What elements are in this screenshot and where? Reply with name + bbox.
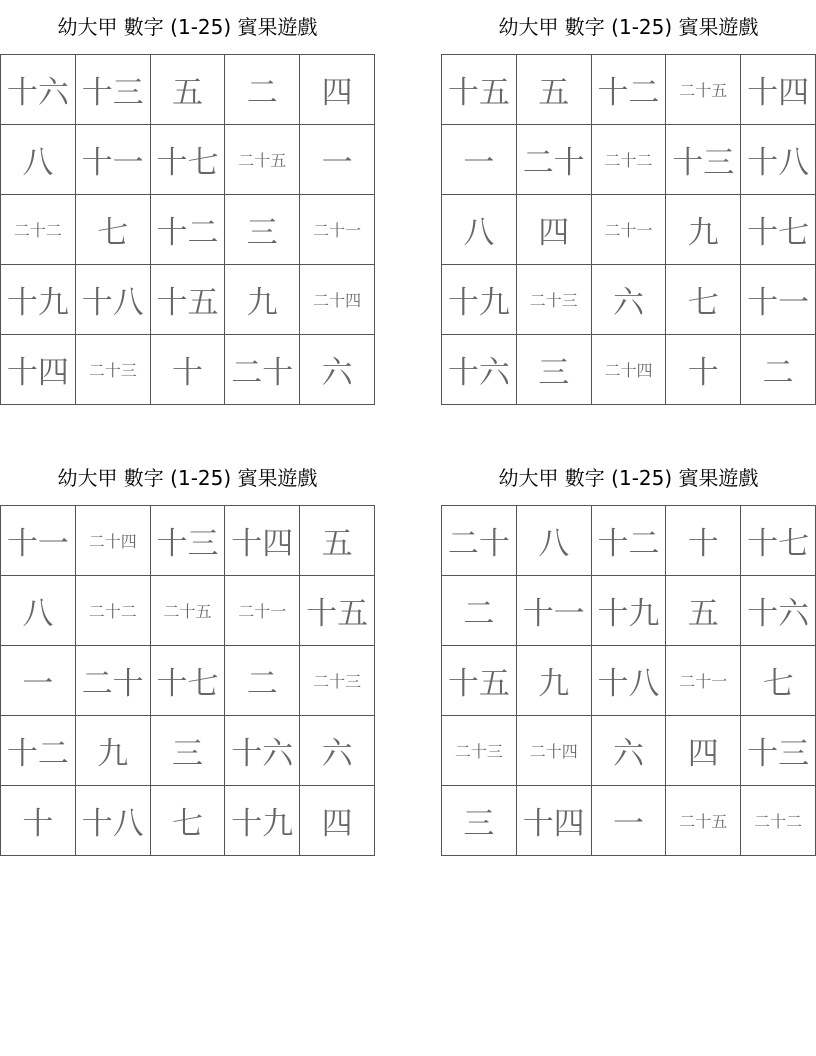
bingo-cell: 十四 — [517, 786, 592, 856]
bingo-cell: 三 — [442, 786, 517, 856]
bingo-cell: 二 — [225, 55, 300, 125]
bingo-cell: 五 — [300, 506, 375, 576]
bingo-cell: 十九 — [592, 576, 667, 646]
bingo-cell: 十一 — [741, 265, 816, 335]
bingo-cell: 三 — [151, 716, 226, 786]
bingo-cell: 七 — [76, 195, 151, 265]
bingo-cell: 五 — [151, 55, 226, 125]
card-title: 幼大甲 數字 (1-25) 賓果遊戲 — [498, 466, 759, 490]
bingo-cell: 四 — [300, 55, 375, 125]
bingo-cell: 六 — [300, 335, 375, 405]
bingo-cell: 二十 — [76, 646, 151, 716]
bingo-cell: 一 — [1, 646, 76, 716]
bingo-cell: 十二 — [592, 506, 667, 576]
bingo-cell: 十八 — [76, 265, 151, 335]
bingo-cell: 六 — [592, 265, 667, 335]
bingo-cell: 四 — [300, 786, 375, 856]
bingo-cell: 十六 — [442, 335, 517, 405]
bingo-grid — [0, 54, 375, 405]
bingo-cell: 四 — [517, 195, 592, 265]
bingo-cell: 一 — [442, 125, 517, 195]
bingo-cell: 三 — [517, 335, 592, 405]
bingo-cell: 七 — [151, 786, 226, 856]
bingo-cell: 二十三 — [76, 335, 151, 405]
bingo-cell: 八 — [1, 576, 76, 646]
bingo-cell: 二十三 — [442, 716, 517, 786]
bingo-cell: 九 — [225, 265, 300, 335]
bingo-cell: 十八 — [592, 646, 667, 716]
bingo-cell: 三 — [225, 195, 300, 265]
card-title: 幼大甲 數字 (1-25) 賓果遊戲 — [57, 466, 318, 490]
bingo-cell: 十四 — [741, 55, 816, 125]
bingo-cell: 二十二 — [741, 786, 816, 856]
bingo-cell: 十 — [666, 506, 741, 576]
bingo-grid — [441, 505, 816, 856]
bingo-cell: 二十一 — [300, 195, 375, 265]
bingo-cell: 十六 — [225, 716, 300, 786]
bingo-cell: 十 — [1, 786, 76, 856]
bingo-cell: 二十 — [225, 335, 300, 405]
bingo-cell: 十七 — [741, 506, 816, 576]
bingo-cell: 十九 — [225, 786, 300, 856]
bingo-cell: 十六 — [741, 576, 816, 646]
bingo-cell: 九 — [517, 646, 592, 716]
bingo-cell: 十五 — [300, 576, 375, 646]
bingo-cell: 八 — [442, 195, 517, 265]
bingo-cell: 二十五 — [151, 576, 226, 646]
bingo-cell: 二十四 — [76, 506, 151, 576]
bingo-cell: 五 — [517, 55, 592, 125]
bingo-cell: 十三 — [76, 55, 151, 125]
bingo-cell: 十一 — [517, 576, 592, 646]
bingo-cell: 九 — [666, 195, 741, 265]
bingo-grid — [0, 505, 375, 856]
bingo-cell: 十 — [151, 335, 226, 405]
bingo-cell: 二十一 — [666, 646, 741, 716]
bingo-cell: 十四 — [225, 506, 300, 576]
bingo-cell: 二十三 — [300, 646, 375, 716]
bingo-cell: 十五 — [151, 265, 226, 335]
bingo-cell: 二十二 — [592, 125, 667, 195]
bingo-cell: 二十四 — [517, 716, 592, 786]
bingo-cell: 十四 — [1, 335, 76, 405]
bingo-grid — [441, 54, 816, 405]
bingo-cell: 十九 — [1, 265, 76, 335]
bingo-cell: 十 — [666, 335, 741, 405]
bingo-cell: 十五 — [442, 646, 517, 716]
bingo-cell: 二 — [741, 335, 816, 405]
bingo-cell: 二十一 — [592, 195, 667, 265]
bingo-cell: 十七 — [151, 646, 226, 716]
bingo-cell: 十七 — [741, 195, 816, 265]
bingo-cell: 十三 — [741, 716, 816, 786]
card-title: 幼大甲 數字 (1-25) 賓果遊戲 — [498, 15, 759, 39]
bingo-cell: 二 — [442, 576, 517, 646]
bingo-cell: 二十四 — [592, 335, 667, 405]
bingo-cell: 二十五 — [666, 786, 741, 856]
bingo-cell: 十八 — [741, 125, 816, 195]
bingo-cell: 二十 — [442, 506, 517, 576]
bingo-cell: 二十 — [517, 125, 592, 195]
bingo-cell: 十六 — [1, 55, 76, 125]
bingo-cell: 一 — [300, 125, 375, 195]
bingo-cell: 十三 — [151, 506, 226, 576]
bingo-cell: 二十五 — [666, 55, 741, 125]
bingo-cell: 二十五 — [225, 125, 300, 195]
bingo-cell: 十五 — [442, 55, 517, 125]
bingo-cell: 十七 — [151, 125, 226, 195]
bingo-cell: 二十三 — [517, 265, 592, 335]
bingo-cell: 二十二 — [1, 195, 76, 265]
bingo-cell: 十八 — [76, 786, 151, 856]
bingo-cell: 二十一 — [225, 576, 300, 646]
bingo-cell: 八 — [1, 125, 76, 195]
bingo-cell: 四 — [666, 716, 741, 786]
bingo-cell: 十二 — [592, 55, 667, 125]
bingo-cell: 七 — [741, 646, 816, 716]
bingo-cell: 九 — [76, 716, 151, 786]
bingo-cell: 二十四 — [300, 265, 375, 335]
bingo-cell: 八 — [517, 506, 592, 576]
bingo-cell: 十一 — [76, 125, 151, 195]
bingo-cell: 十三 — [666, 125, 741, 195]
bingo-cell: 二十二 — [76, 576, 151, 646]
card-title: 幼大甲 數字 (1-25) 賓果遊戲 — [57, 15, 318, 39]
bingo-cell: 六 — [300, 716, 375, 786]
bingo-cell: 一 — [592, 786, 667, 856]
bingo-cell: 十九 — [442, 265, 517, 335]
bingo-cell: 二 — [225, 646, 300, 716]
bingo-cell: 七 — [666, 265, 741, 335]
bingo-cell: 十二 — [1, 716, 76, 786]
bingo-cell: 十一 — [1, 506, 76, 576]
bingo-cell: 五 — [666, 576, 741, 646]
bingo-cell: 十二 — [151, 195, 226, 265]
bingo-cell: 六 — [592, 716, 667, 786]
